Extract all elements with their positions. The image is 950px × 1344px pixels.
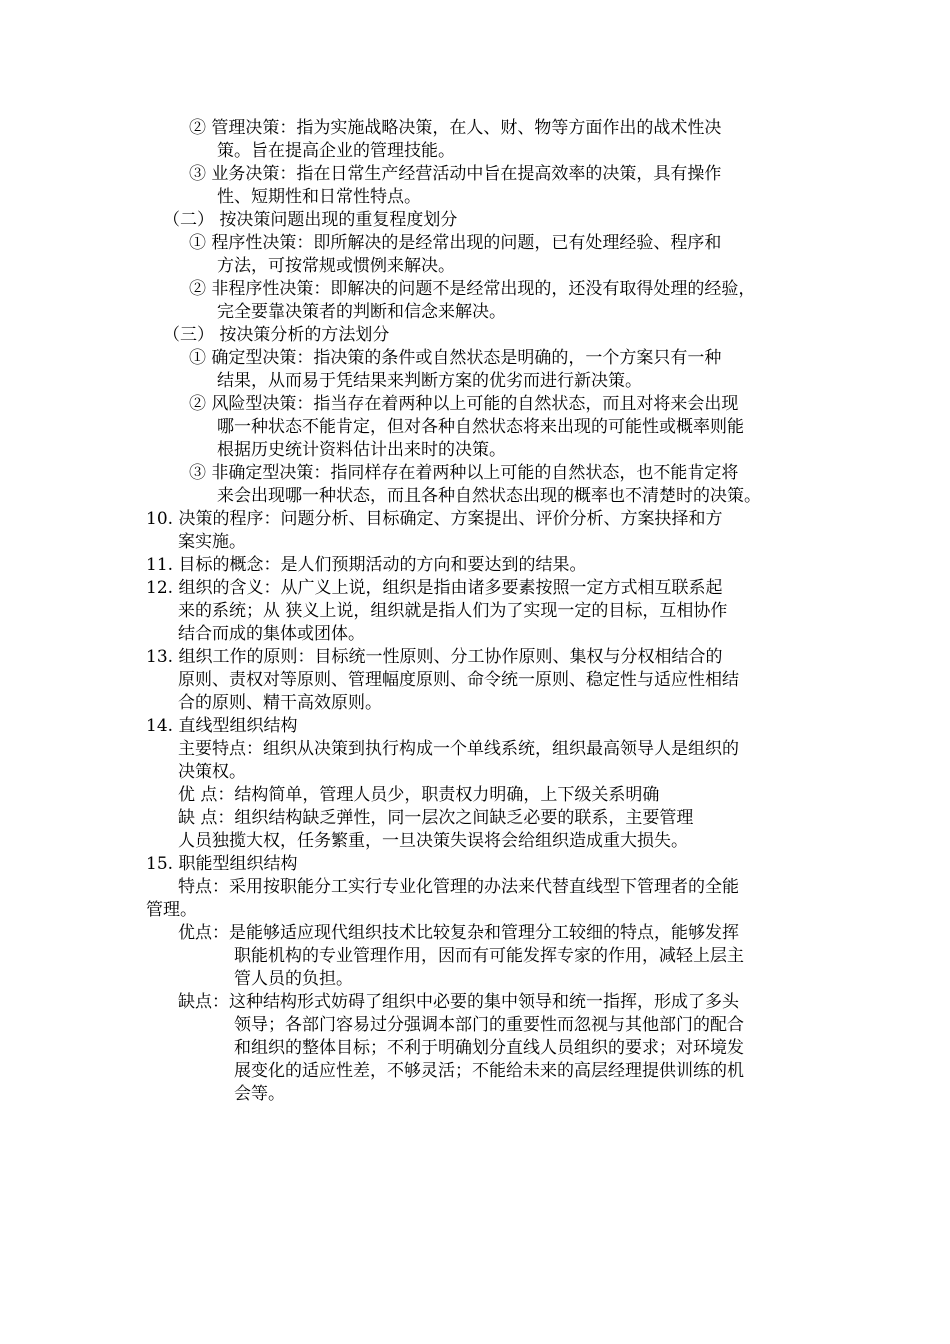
text-line: 缺点：这种结构形式妨碍了组织中必要的集中领导和统一指挥，形成了多头 (178, 992, 739, 1012)
numbered-item: 12. 组织的含义：从广义上说，组织是指由诸多要素按照一定方式相互联系起 (146, 578, 723, 598)
text-line: ③ 业务决策：指在日常生产经营活动中旨在提高效率的决策，具有操作 (189, 164, 722, 184)
text-line: ③ 非确定型决策：指同样存在着两种以上可能的自然状态，也不能肯定将 (189, 463, 739, 483)
text-line: ② 管理决策：指为实施战略决策，在人、财、物等方面作出的战术性决 (189, 118, 722, 138)
text-line: 来会出现哪一种状态，而且各种自然状态出现的概率也不清楚时的决策。 (217, 486, 761, 506)
text-line: 优 点：结构简单，管理人员少，职责权力明确，上下级关系明确 (178, 785, 660, 805)
numbered-item: 15. 职能型组织结构 (146, 854, 298, 874)
text-line: 职能机构的专业管理作用，因而有可能发挥专家的作用，减轻上层主 (234, 946, 744, 966)
numbered-item: 10. 决策的程序：问题分析、目标确定、方案提出、评价分析、方案抉择和方 (146, 509, 723, 529)
text-line: 缺 点：组织结构缺乏弹性，同一层次之间缺乏必要的联系，主要管理 (178, 808, 694, 828)
text-line: 哪一种状态不能肯定，但对各种自然状态将来出现的可能性或概率则能 (217, 417, 744, 437)
text-line: 合的原则、精干高效原则。 (178, 693, 382, 713)
text-line: 完全要靠决策者的判断和信念来解决。 (217, 302, 506, 322)
text-line: 结合而成的集体或团体。 (178, 624, 365, 644)
text-line: 管理。 (146, 900, 197, 920)
text-line: ① 确定型决策：指决策的条件或自然状态是明确的，一个方案只有一种 (189, 348, 722, 368)
text-line: 主要特点：组织从决策到执行构成一个单线系统，组织最高领导人是组织的 (178, 739, 739, 759)
text-line: 会等。 (234, 1084, 285, 1104)
text-line: 优点：是能够适应现代组织技术比较复杂和管理分工较细的特点，能够发挥 (178, 923, 739, 943)
text-line: 性、短期性和日常性特点。 (217, 187, 421, 207)
text-line: ② 风险型决策：指当存在着两种以上可能的自然状态，而且对将来会出现 (189, 394, 739, 414)
text-line: ② 非程序性决策：即解决的问题不是经常出现的，还没有取得处理的经验， (189, 279, 756, 299)
text-line: 展变化的适应性差，不够灵活；不能给未来的高层经理提供训练的机 (234, 1061, 744, 1081)
text-line: 领导；各部门容易过分强调本部门的重要性而忽视与其他部门的配合 (234, 1015, 744, 1035)
text-line: 原则、责权对等原则、管理幅度原则、命令统一原则、稳定性与适应性相结 (178, 670, 739, 690)
text-line: 管人员的负担。 (234, 969, 353, 989)
numbered-item: 11. 目标的概念：是人们预期活动的方向和要达到的结果。 (146, 555, 587, 575)
text-line: 根据历史统计资料估计出来时的决策。 (217, 440, 506, 460)
text-line: ① 程序性决策：即所解决的是经常出现的问题，已有处理经验、程序和 (189, 233, 722, 253)
text-line: 案实施。 (178, 532, 246, 552)
text-line: 方法，可按常规或惯例来解决。 (217, 256, 455, 276)
section-heading: （二） 按决策问题出现的重复程度划分 (163, 210, 458, 230)
text-line: 和组织的整体目标；不利于明确划分直线人员组织的要求；对环境发 (234, 1038, 744, 1058)
numbered-item: 14. 直线型组织结构 (146, 716, 298, 736)
text-line: 策。旨在提高企业的管理技能。 (217, 141, 455, 161)
text-line: 来的系统；从 狭义上说，组织就是指人们为了实现一定的目标，互相协作 (178, 601, 728, 621)
numbered-item: 13. 组织工作的原则：目标统一性原则、分工协作原则、集权与分权相结合的 (146, 647, 723, 667)
section-heading: （三） 按决策分析的方法划分 (163, 325, 390, 345)
text-line: 结果，从而易于凭结果来判断方案的优劣而进行新决策。 (217, 371, 642, 391)
text-line: 决策权。 (178, 762, 246, 782)
text-line: 特点：采用按职能分工实行专业化管理的办法来代替直线型下管理者的全能 (178, 877, 739, 897)
text-line: 人员独揽大权，任务繁重，一旦决策失误将会给组织造成重大损失。 (178, 831, 688, 851)
